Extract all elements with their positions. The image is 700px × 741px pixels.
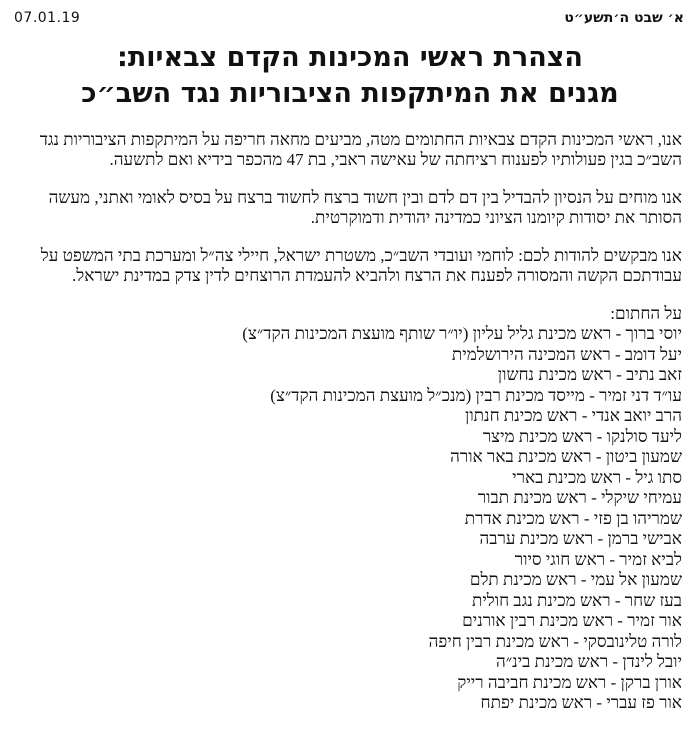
- signer-item: הרב יואב אנדי - ראש מכינת חנתון: [464, 406, 682, 425]
- signers-list: [20, 324, 682, 714]
- declaration-body: [20, 130, 682, 714]
- signer-item: עמיחי שיקלי - ראש מכינת תבור: [477, 488, 682, 507]
- signer-item: אורן ברקן - ראש מכינת חביבה רייק: [457, 672, 682, 692]
- signer-item: לביא זמיר - ראש חוגי סיור: [514, 549, 682, 569]
- signer-item: ליעד סולנקו - ראש מכינת מיצר: [482, 426, 682, 446]
- signer-item: זאב נתיב - ראש מכינת נחשון: [497, 365, 682, 384]
- signer-item: אבישי ברמן - ראש מכינת ערבה: [479, 529, 682, 548]
- signer-item: יובל לינדן - ראש מכינת בינ״ה: [495, 652, 682, 671]
- signer-item: אור זמיר - ראש מכינת רבין אורנים: [462, 611, 682, 630]
- signer-item: עו״ד דני זמיר - מייסד מכינת רבין (מנכ״ל מועצת המכינות הקד״צ): [270, 385, 682, 405]
- signer-item: יעל דומב - ראש המכינה הירושלמית: [451, 344, 682, 364]
- gregorian-date: 07.01.19: [14, 10, 81, 26]
- signer-item: לורה טלינובסקי - ראש מכינת רבין חיפה: [428, 631, 682, 651]
- signer-item: אור פז עברי - ראש מכינת יפתח: [480, 693, 682, 712]
- paragraph-thanks: אנו מבקשים להודות לכם: לוחמי ועובדי השב״כ, משטרת ישראל, חיילי צה״ל ומערכת בתי המשפט על עבודתכם הקשה והמסורה לפענח את הרצח ולהביא להעמדת הרוצחים לדין צדק במדינת ישראל.: [40, 246, 682, 285]
- title-line-1: הצהרת ראשי המכינות הקדם צבאיות:: [117, 42, 583, 73]
- page-title: [20, 40, 680, 112]
- signer-item: שמריהו בן פזי - ראש מכינת אדרת: [464, 508, 682, 528]
- hebrew-date: א׳ שבט ה׳תשע״ט: [564, 10, 684, 26]
- signer-item: שמעון אל עמי - ראש מכינת תלם: [469, 570, 682, 589]
- paragraph-objection: אנו מוחים על הנסיון להבדיל בין דם לדם ובין חשוד ברצח לחשוד ברצח על בסיס לאומי ואתני, מעשה הסותר את יסודות קיומנו הציוני כמדינה יהודית ודמוקרטית.: [48, 188, 682, 227]
- signer-item: סתו גיל - ראש מכינת בארי: [512, 467, 682, 487]
- signer-item: בעז שחר - ראש מכינת נגב חולית: [471, 590, 682, 610]
- signer-item: יוסי ברוך - ראש מכינת גליל עליון (יו״ר שותף מועצת המכינות הקד״צ): [242, 324, 682, 343]
- title-line-2: מגנים את המיתקפות הציבוריות נגד השב״כ: [81, 78, 619, 109]
- signer-item: שמעון ביטון - ראש מכינת באר אורה: [450, 447, 682, 466]
- signers-heading: על החתום:: [610, 304, 682, 323]
- paragraph-protest: אנו, ראשי המכינות הקדם צבאיות החתומים מטה, מביעים מחאה חריפה על המיתקפות הציבוריות נגד השב״כ בגין פעולותיו לפענוח רציחתה של עאישה ראבי, בת 47 מהכפר בידיא ואם לתשעה.: [39, 130, 682, 169]
